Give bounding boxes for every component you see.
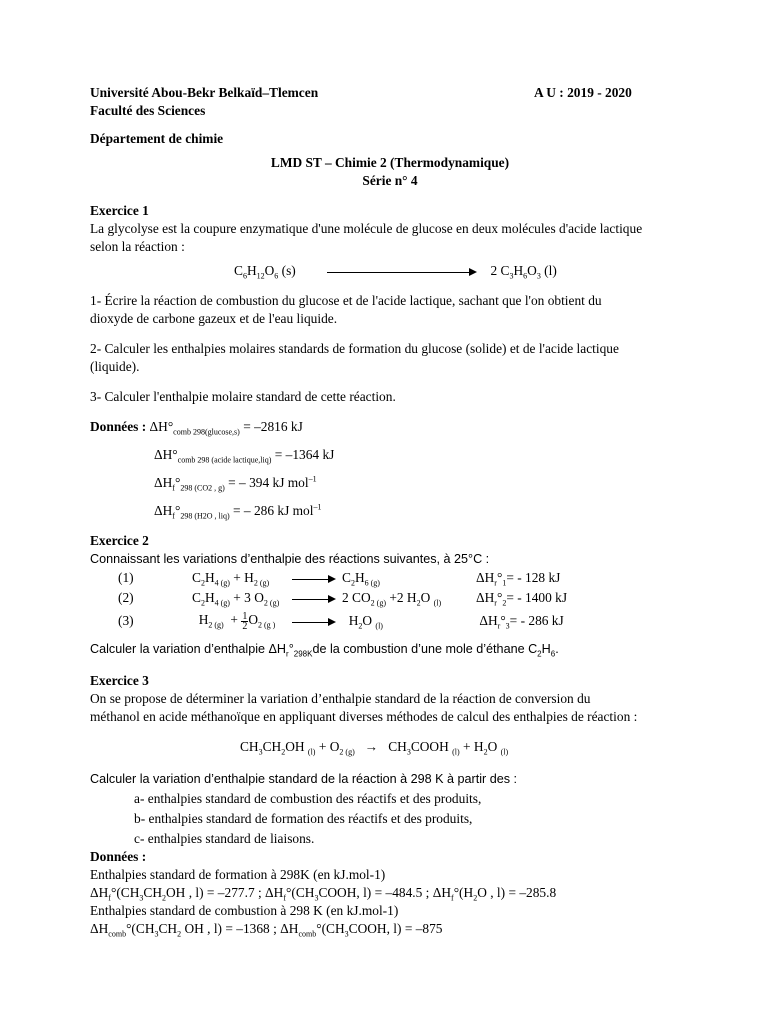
ex1-data-3: $\Delta H_f^\circ_{298 (CO2 , g)}$ = – 394 kJ mol$^{-1}$ [154, 474, 317, 493]
header-line-1 [90, 84, 690, 102]
reaction-2-products: 2 $CO_{2 (g)} +2$ $H_2O$ $_{(l)}$ [342, 590, 442, 608]
ex3-combustion-values: $\Delta H_{comb}^\circ(CH_3CH_2$ OH , l) = –1368 ; $\Delta H_{comb}^\circ(CH_3COOH$, l) = –875 [90, 921, 443, 939]
ex2-question: Calculer la variation d’enthalpie $\Delta H_r^\circ_{298K}de$ la combustion d’une mole d’éthane $C_2H_6$. [90, 642, 559, 659]
ex1-question-2b: (liquide). [90, 359, 140, 374]
reaction-2 [118, 588, 567, 608]
ex1-question-1a: 1- Écrire la réaction de combustion du glucose et de l'acide lactique, sachant que l'on obtient du [90, 293, 602, 308]
ex3-question: Calculer la variation d’enthalpie standard de la réaction à 298 K à partir des : [90, 772, 518, 786]
ex1-data-label: Données : [90, 419, 147, 434]
dhf-co2-value: = – 394 kJ mol [228, 475, 309, 490]
reaction-3 [118, 608, 567, 634]
department-name: Département de chimie [90, 131, 224, 146]
ex3-intro-line-2: méthanol en acide méthanoïque en appliquant diverses méthodes de calcul des enthalpies de réaction : [90, 709, 638, 724]
ex1-question-1b: dioxyde de carbone gazeux et de l'eau liquide. [90, 311, 338, 326]
dh-comb-lactic: $\Delta H^\circ_{comb 298 (acide lactique,liq)}$ [154, 447, 272, 465]
ex1-intro-line-1: La glycolyse est la coupure enzymatique d'une molécule de glucose en deux molécules d'acide lactique [90, 221, 643, 236]
reaction-3-products: $H_2O$ $_{(l)}$ [342, 613, 383, 631]
ex1-intro-line-2: selon la réaction : [90, 239, 185, 254]
exercise-sheet [90, 84, 690, 938]
ex3-reaction: $CH_3CH_2OH$ $_{(l)} + O_{2 (g)}$ → $CH_3COOH$ $_{(l)} + H_2O$ $_{(l)}$ [240, 739, 509, 757]
ex3-option-b: b- enthalpies standard de formation des réactifs et des produits, [134, 811, 473, 826]
ex2-reactions [118, 568, 567, 634]
ex3-formation-label: Enthalpies standard de formation à 298K (en kJ.mol-1) [90, 867, 386, 882]
exercise-2-title: Exercice 2 [90, 533, 149, 548]
reaction-1-dh: $\Delta H_r^\circ_1= - 128$ kJ [476, 570, 561, 588]
ex3-data-label: Données : [90, 849, 147, 864]
dhf-h2o-value: = – 286 kJ mol [233, 503, 314, 518]
reaction-1-products: $C_2H_{6 (g)}$ [342, 570, 380, 588]
glucose-formula: $C_6H_{12}O_6$ (s) [234, 263, 296, 281]
reaction-3-dh: $\Delta H_r^\circ_3= - 286$ kJ [476, 613, 564, 631]
course-title: LMD ST – Chimie 2 (Thermodynamique) [270, 155, 510, 170]
university-name: Université Abou-Bekr Belkaïd–Tlemcen [90, 85, 319, 100]
ex3-option-c: c- enthalpies standard de liaisons. [134, 831, 315, 846]
ex3-combustion-label: Enthalpies standard de combustion à 298 K (en kJ.mol-1) [90, 903, 399, 918]
ex2-intro: Connaissant les variations d’enthalpie des réactions suivantes, à 25°C : [90, 552, 490, 566]
reaction-3-arrow [292, 608, 342, 634]
glycolysis-reaction [90, 262, 690, 282]
dh-comb-glucose-value: = –2816 kJ [243, 419, 303, 434]
academic-year: A U : 2019 - 2020 [534, 85, 632, 100]
ex1-data-4: $\Delta H_f^\circ_{298 (H2O , liq)}$ = – 286 kJ mol$^{-1}$ [154, 502, 322, 521]
faculty-name: Faculté des Sciences [90, 103, 206, 118]
reaction-1-num: (1) [118, 570, 134, 585]
reaction-1 [118, 568, 567, 588]
reaction-2-arrow [292, 588, 342, 608]
dhf-co2: $\Delta H_f^\circ_{298 (CO2 , g)}$ [154, 475, 225, 493]
reaction-3-num: (3) [118, 613, 134, 628]
dhf-h2o: $\Delta H_f^\circ_{298 (H2O , liq)}$ [154, 503, 230, 521]
lactic-acid-formula: 2 $C_3H_6O_3$ (l) [490, 263, 557, 281]
ex3-formation-values: $\Delta H_f^\circ(CH_3CH_2OH$ , l) = –277.7 ; $\Delta H_f^\circ(CH_3COOH$, l) = –484.5 ; $\Delta H_f^\circ(H_2O$ , l) = –285.8 [90, 885, 557, 903]
reaction-2-dh: $\Delta H_r^\circ_2= - 1400$ kJ [476, 590, 568, 608]
ex3-option-a: a- enthalpies standard de combustion des réactifs et des produits, [134, 791, 482, 806]
ex1-data-1 [90, 418, 690, 436]
reaction-1-reactants: $C_2H_{4 (g)} + H_{2 (g)}$ [192, 570, 270, 588]
dh-comb-lactic-value: = –1364 kJ [274, 447, 335, 462]
reaction-2-num: (2) [118, 590, 134, 605]
ex1-question-2a: 2- Calculer les enthalpies molaires standards de formation du glucose (solide) et de l'acide lactique [90, 341, 619, 356]
reaction-1-arrow [292, 568, 342, 588]
dh-comb-glucose: $\Delta H^\circ_{comb 298(glucose,s)}$ [149, 419, 240, 437]
exercise-1-title: Exercice 1 [90, 203, 149, 218]
series-title: Série n° 4 [362, 173, 418, 188]
ex3-intro-line-1: On se propose de déterminer la variation d’enthalpie standard de la réaction de conversion du [90, 691, 591, 706]
reaction-3-reactants: $H_{2 (g)}$ + $\frac{1}{2}$ $O_{2 (g )}$ [192, 610, 276, 632]
reaction-2-reactants: $C_2H_{4 (g)} + 3$ $O_{2 (g)}$ [192, 590, 280, 608]
exercise-3-title: Exercice 3 [90, 673, 149, 688]
ex1-question-3: 3- Calculer l'enthalpie molaire standard de cette réaction. [90, 389, 396, 404]
ex1-data-2 [90, 446, 690, 464]
